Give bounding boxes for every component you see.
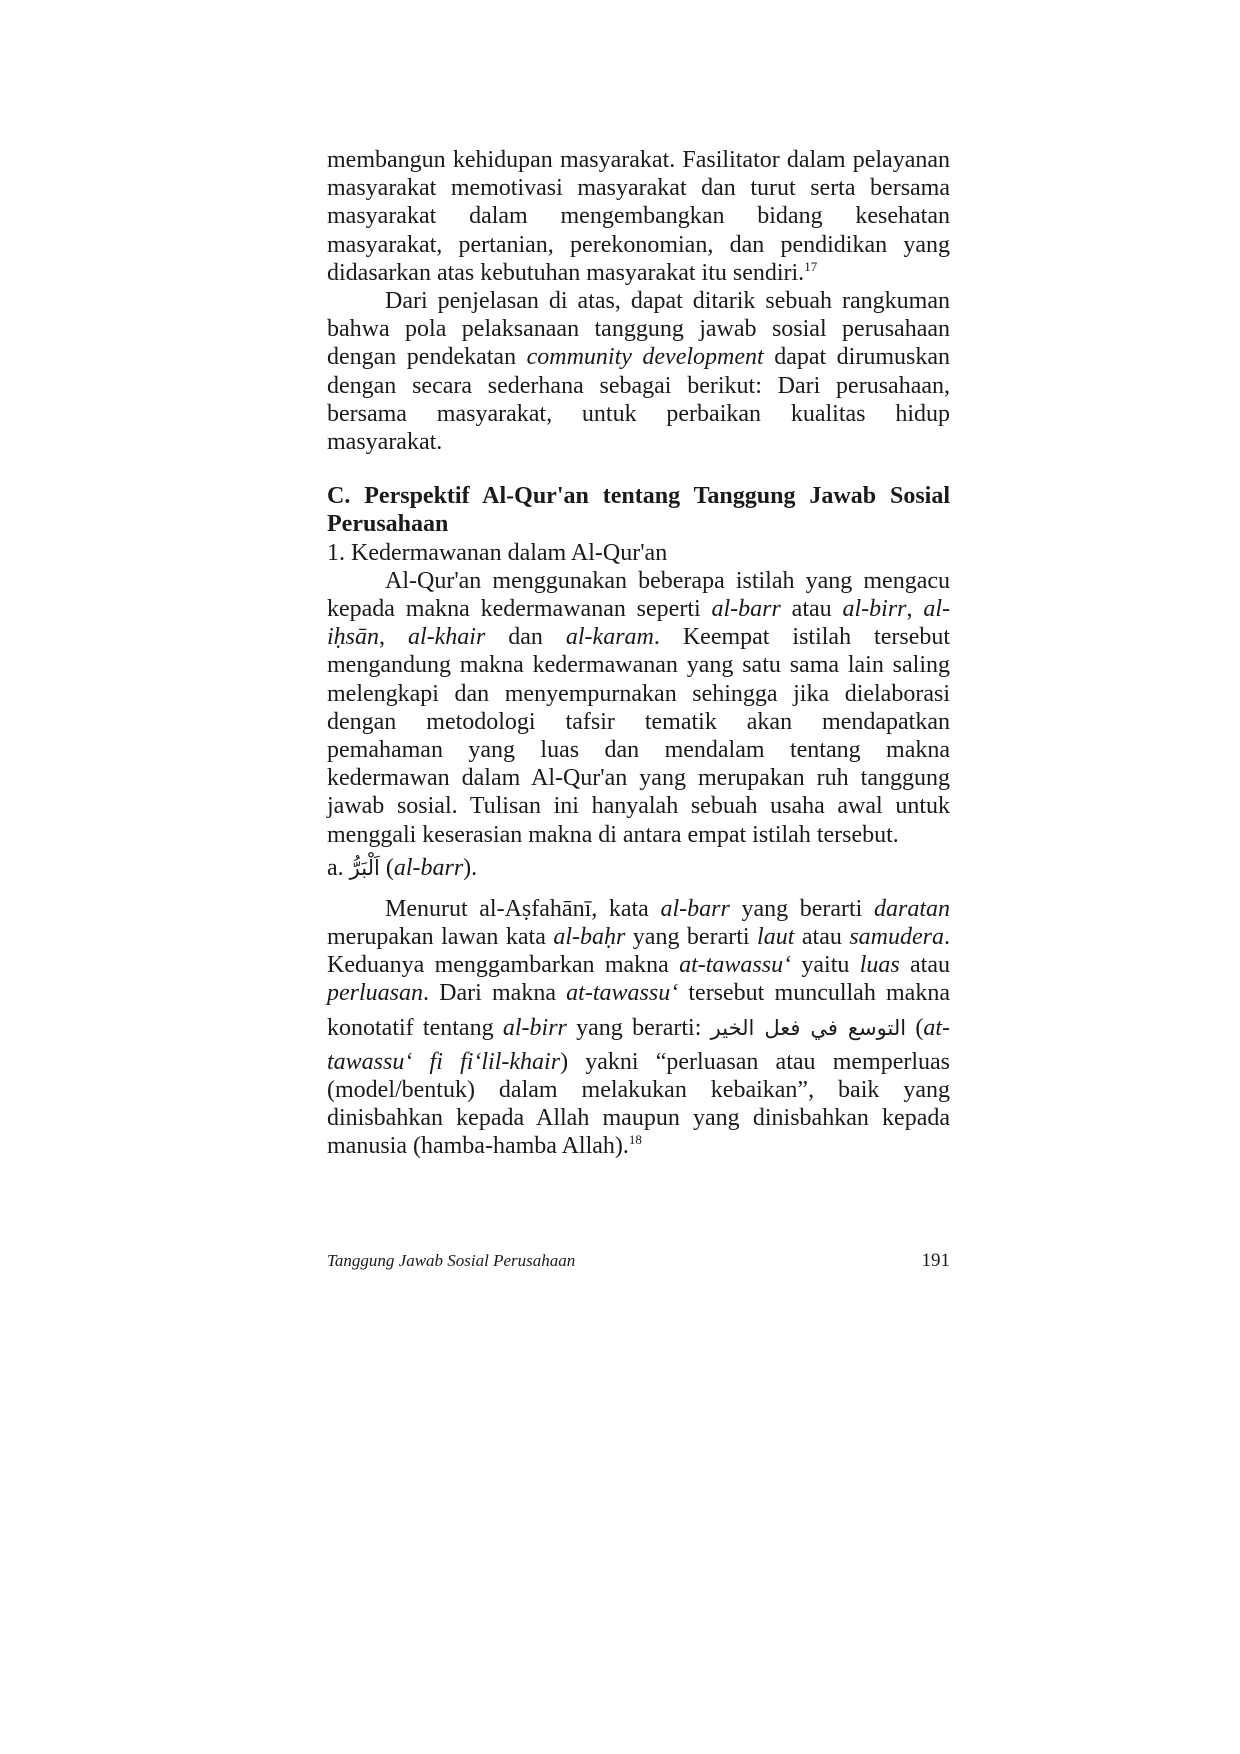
footnote-ref-17[interactable]: 17 bbox=[804, 258, 818, 274]
subsection-heading: 1. Kedermawanan dalam Al-Qur'an bbox=[327, 539, 668, 566]
arabic-phrase: التوسع في فعل الخير bbox=[710, 1015, 907, 1040]
paragraph-3: Al-Qur'an menggunakan beberapa istilah yang mengacu kepada makna kedermawanan seperti al-barr atau al-birr, al-iḥsān, al-khair dan al-karam. Keempat istilah tersebut mengandung makna kedermawanan yang satu sama lain saling melengkapi dan menyempurnakan sehingga jika dielaborasi dengan metodologi tafsir tematik akan mendapatkan pemahaman yang luas dan mendalam tentang makna kedermawan dalam Al-Qur'an yang merupakan ruh tanggung jawab sosial. Tulisan ini hanyalah sebuah usaha awal untuk menggali keserasian makna di antara empat istilah tersebut. bbox=[327, 567, 951, 848]
running-title: Tanggung Jawab Sosial Perusahaan bbox=[327, 1251, 576, 1270]
page-footer bbox=[327, 1250, 950, 1272]
arabic-term: اَلْبَرُّ bbox=[349, 855, 380, 880]
paragraph-4: Menurut al-Aṣfahānī, kata al-barr yang berarti daratan merupakan lawan kata al-baḥr yang berarti laut atau samudera. Keduanya menggambarkan makna at-tawassu‘ yaitu luas atau perluasan. Dari makna at-tawassu‘ tersebut muncullah makna konotatif tentang al-birr yang berarti: التوسع في فعل الخير (at-tawassu‘ fi fi‘lil-khair) yakni “perluasan atau memperluas (model/bentuk) dalam melakukan kebaikan”, baik yang dinisbahkan kepada Allah maupun yang dinisbahkan kepada manusia (hamba-hamba Allah).$^{18}$ bbox=[327, 895, 951, 1160]
paragraph-2: Dari penjelasan di atas, dapat ditarik sebuah rangkuman bahwa pola pelaksanaan tanggung jawab sosial perusahaan dengan pendekatan community development dapat dirumuskan dengan secara sederhana sebagai berikut: Dari perusahaan, bersama masyarakat, untuk perbaikan kualitas hidup masyarakat. bbox=[327, 288, 950, 456]
page-body bbox=[327, 146, 950, 1161]
footnote-ref-18[interactable]: 18 bbox=[628, 1132, 642, 1148]
list-item-a: a. اَلْبَرُّ (al-barr). bbox=[327, 854, 478, 881]
page-number: 191 bbox=[921, 1250, 950, 1271]
section-heading: C. Perspektif Al-Qur'an tentang Tanggung Jawab Sosial Perusahaan bbox=[327, 483, 950, 538]
paragraph-1: membangun kehidupan masyarakat. Fasilitator dalam pelayanan masyarakat memotivasi masyarakat dan turut serta bersama masyarakat dalam mengembangkan bidang kesehatan masyarakat, pertanian, perekonomian, dan pendidikan yang didasarkan atas kebutuhan masyarakat itu sendiri.$^{17}$ bbox=[327, 147, 950, 286]
